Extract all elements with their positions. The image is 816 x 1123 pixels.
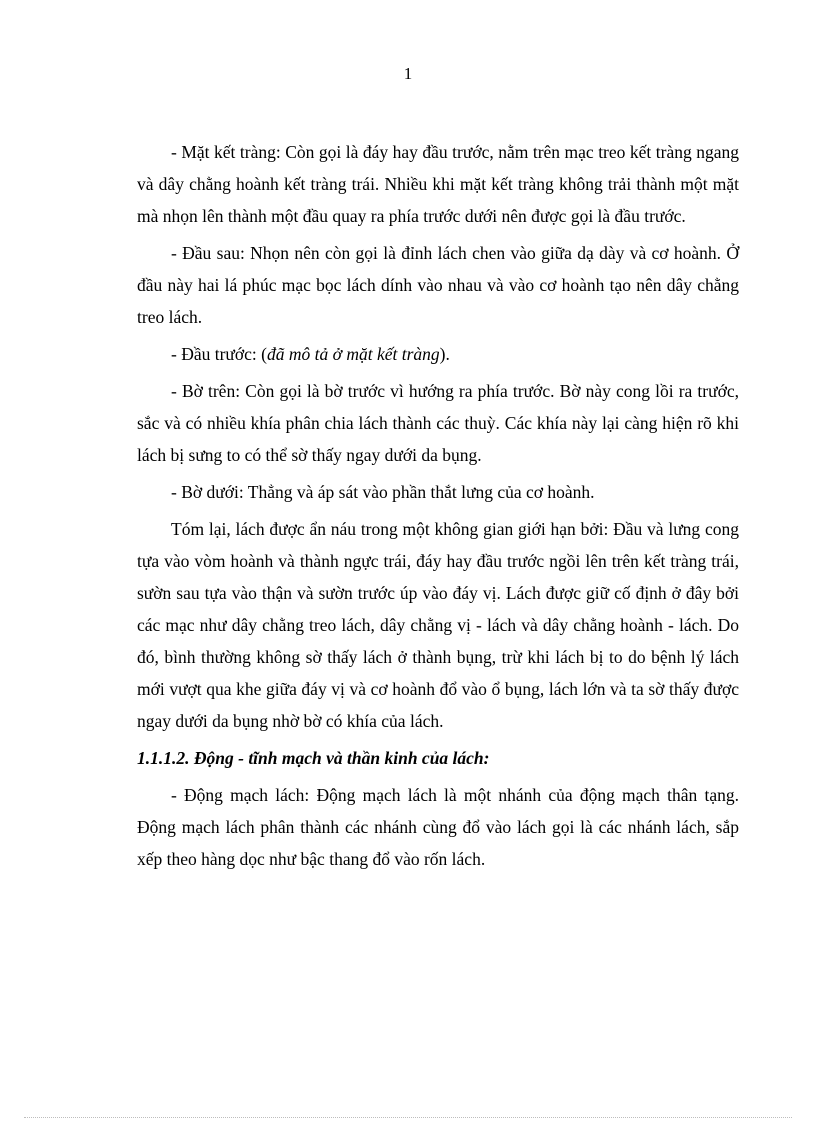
paragraph-mat-ket-trang: - Mặt kết tràng: Còn gọi là đáy hay đầu trước, nằm trên mạc treo kết tràng ngang và dây chằng hoành kết tràng trái. Nhiều khi mặt kết tràng không trải thành một mặt mà nhọn lên thành một đầu quay ra phía trước dưới nên được gọi là đầu trước. (137, 142, 739, 226)
page-number: 1 (403, 64, 413, 83)
paragraph-dau-truoc-italic: đã mô tả ở mặt kết tràng (267, 344, 440, 364)
paragraph-bo-duoi: - Bờ dưới: Thẳng và áp sát vào phần thắt lưng của cơ hoành. (171, 482, 595, 502)
document-body (137, 136, 739, 880)
paragraph-dau-truoc-suffix: ). (439, 344, 450, 364)
paragraph-dau-truoc-prefix: - Đầu trước: ( (171, 344, 267, 364)
paragraph-dau-truoc (137, 338, 739, 370)
section-heading: 1.1.1.2. Động - tĩnh mạch và thần kinh của lách: (137, 748, 490, 768)
paragraph-dau-sau: - Đầu sau: Nhọn nên còn gọi là đỉnh lách chen vào giữa dạ dày và cơ hoành. Ở đầu này hai lá phúc mạc bọc lách dính vào nhau và vào cơ hoành tạo nên dây chằng treo lách. (137, 243, 739, 327)
paragraph-bo-tren: - Bờ trên: Còn gọi là bờ trước vì hướng ra phía trước. Bờ này cong lồi ra trước, sắc và có nhiều khía phân chia lách thành các thuỳ. Các khía này lại càng hiện rõ khi lách bị sưng to có thể sờ thấy ngay dưới da bụng. (137, 381, 739, 465)
paragraph-dong-mach-lach: - Động mạch lách: Động mạch lách là một nhánh của động mạch thân tạng. Động mạch lách phân thành các nhánh cùng đổ vào lách gọi là các nhánh lách, sắp xếp theo hàng dọc như bậc thang đổ vào rốn lách. (137, 785, 739, 869)
page-bottom-divider (24, 1117, 792, 1118)
paragraph-tom-lai: Tóm lại, lách được ẩn náu trong một không gian giới hạn bởi: Đầu và lưng cong tựa vào vòm hoành và thành ngực trái, đáy hay đầu trước ngồi lên trên kết tràng trái, sườn sau tựa vào thận và sườn trước úp vào đáy vị. Lách được giữ cố định ở đây bởi các mạc như dây chằng treo lách, dây chằng vị - lách và dây chằng hoành - lách. Do đó, bình thường không sờ thấy lách ở thành bụng, trừ khi lách bị to do bệnh lý lách mới vượt qua khe giữa đáy vị và cơ hoành đổ vào ổ bụng, lách lớn và ta sờ thấy được ngay dưới da bụng nhờ bờ có khía của lách. (137, 519, 739, 731)
